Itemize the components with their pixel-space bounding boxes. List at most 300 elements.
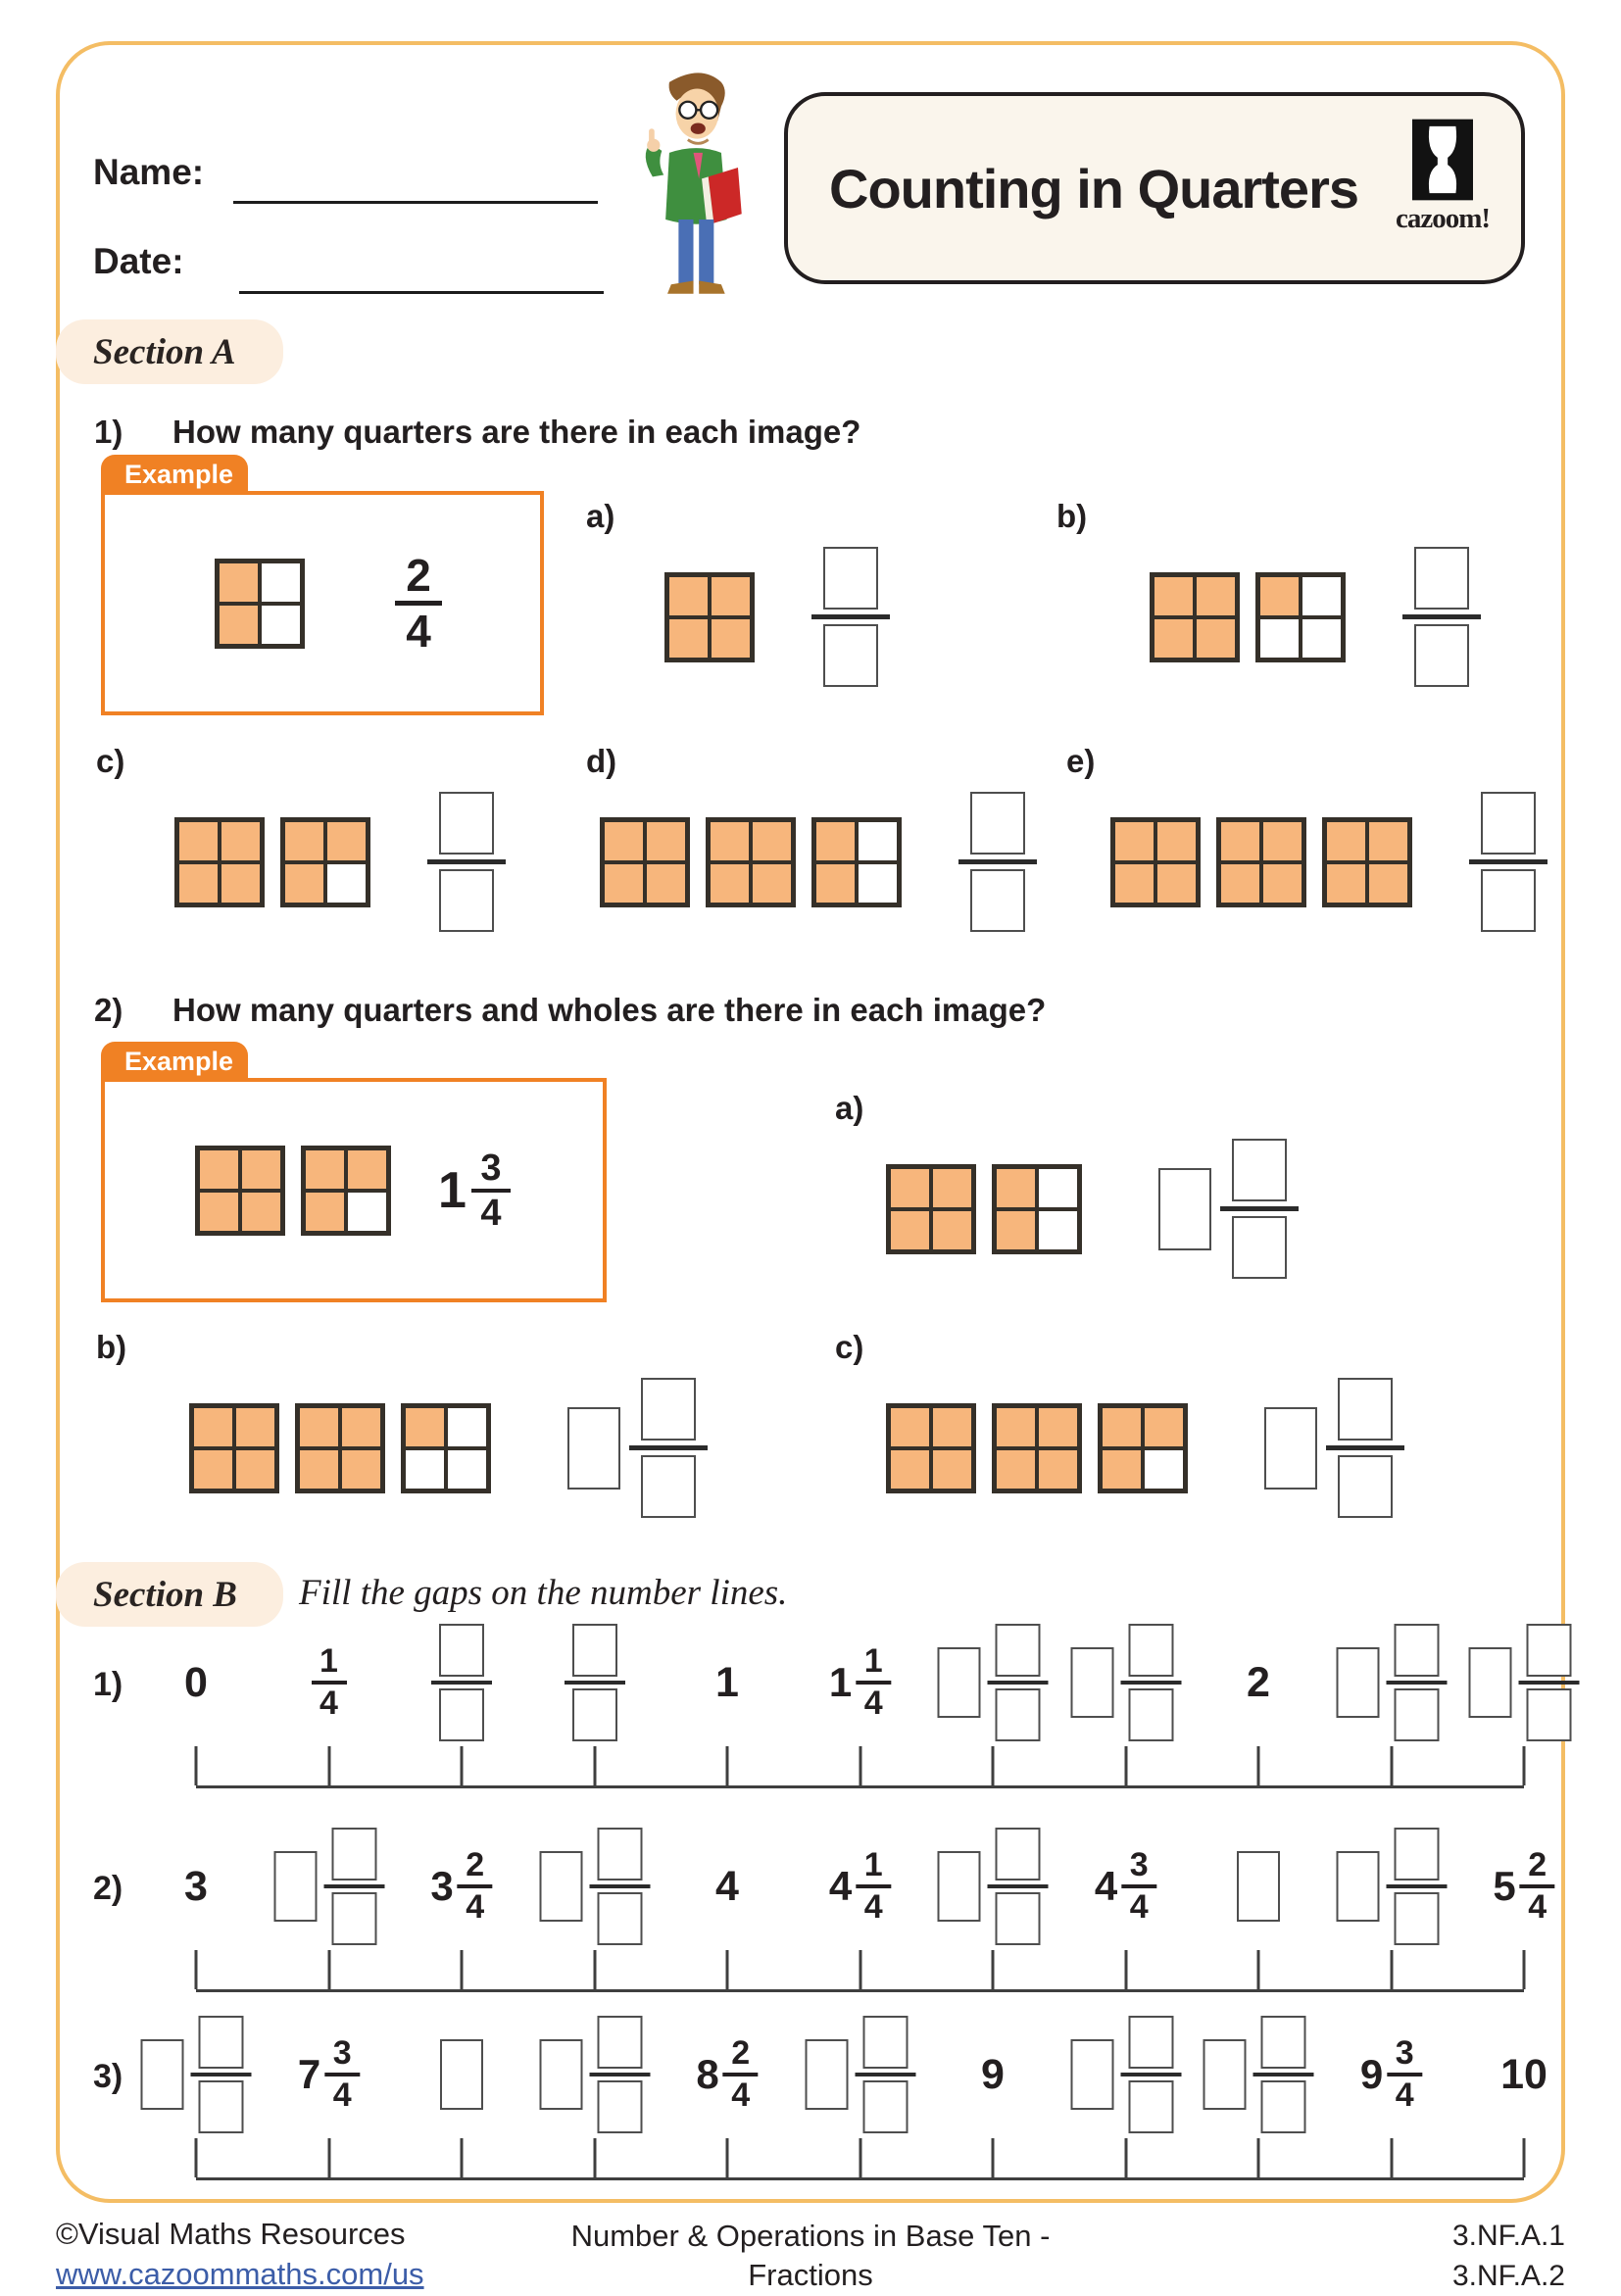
shaded-quarter-cell [1101,1448,1143,1490]
fraction-bar [1326,1445,1404,1450]
numerator-answer-box[interactable] [439,792,494,855]
shaded-quarter-cell [751,820,793,862]
blank-fraction [1220,1139,1299,1279]
name-field[interactable] [233,201,598,204]
quarter-images [189,1403,491,1493]
fraction-numerator: 3 [1130,1848,1149,1882]
numerator-answer-box[interactable] [1414,547,1469,610]
question-2 [94,992,1046,1029]
fraction-value [856,1644,891,1720]
shaded-quarter-cell [340,1406,382,1448]
tick-mark [859,1746,861,1785]
shaded-quarter-cell [1153,617,1195,659]
denominator-answer-box[interactable] [439,1688,484,1741]
numerator-answer-box[interactable] [572,1624,617,1677]
denominator-answer-box[interactable] [996,1892,1041,1945]
numerator-answer-box[interactable] [1394,1828,1439,1881]
whole-answer-box[interactable] [1469,1647,1512,1718]
fraction-numerator: 2 [1528,1848,1547,1882]
fraction-numerator: 2 [731,2036,750,2071]
shaded-quarter-cell [709,862,751,904]
blank-mixed-number [1264,1378,1404,1518]
numerator-answer-box[interactable] [641,1378,696,1441]
shaded-quarter-cell [667,617,710,659]
numberline-label [565,1619,625,1746]
numerator-answer-box[interactable] [1232,1139,1287,1201]
whole-number: 4 [1095,1863,1117,1910]
shaded-quarter-cell [814,862,857,904]
cazoom-logo [1386,118,1499,235]
date-field[interactable] [239,291,604,294]
fraction-value [1520,1848,1555,1924]
whole-answer-box[interactable] [539,1851,582,1922]
number-line-axis [196,1950,1524,1992]
shaded-quarter-cell [404,1406,446,1448]
part-label: c) [835,1329,1404,1366]
numberline-label [298,2011,360,2138]
shaded-quarter-cell [177,862,220,904]
denominator-answer-box[interactable] [597,1892,642,1945]
blank-fraction [629,1378,708,1518]
numerator-answer-box[interactable] [970,792,1025,855]
tick-mark [1124,1746,1127,1785]
tick-mark [1124,2138,1127,2177]
shaded-quarter-cell [325,820,368,862]
numberline-label [1360,2011,1422,2138]
quarter-grid [189,1403,279,1493]
denominator-answer-box[interactable] [572,1688,617,1741]
fraction-numerator: 3 [480,1149,501,1187]
numerator-answer-box[interactable] [1128,1624,1173,1677]
tick-mark [327,2138,330,2177]
shaded-quarter-cell [814,820,857,862]
numberline-label [431,1619,492,1746]
fraction-bar [958,859,1037,864]
fraction-bar [1386,1681,1447,1685]
tick-mark [1390,2138,1393,2177]
shaded-quarter-cell [346,1148,388,1191]
shaded-quarter-cell [1367,862,1409,904]
shaded-quarter-cell [1155,820,1198,862]
numerator-answer-box[interactable] [331,1828,376,1881]
blank-fraction [427,792,506,932]
shaded-quarter-cell [234,1406,276,1448]
numerator-answer-box[interactable] [597,2016,642,2069]
denominator-answer-box[interactable] [597,2080,642,2133]
blank-fraction [1253,2016,1314,2133]
shaded-quarter-cell [283,862,325,904]
denominator-answer-box[interactable] [996,1688,1041,1741]
mixed-number [696,2036,758,2112]
shaded-quarter-cell [1037,1448,1079,1490]
blank-fraction [323,1828,384,1945]
denominator-answer-box[interactable] [331,1892,376,1945]
shaded-quarter-cell [710,617,752,659]
numberline-label [829,1823,891,1950]
blank-fraction [565,1624,625,1741]
example-quarter-images [195,1146,391,1236]
numberline-label [981,2011,1005,2138]
numerator-answer-box[interactable] [439,1624,484,1677]
whole-answer-box[interactable] [440,2039,483,2110]
fraction-numerator: 1 [864,1848,883,1882]
empty-quarter-cell [446,1406,488,1448]
numberline-label [938,1619,1049,1746]
shaded-quarter-cell [931,1406,973,1448]
example-answer [438,1149,511,1232]
q1-part-e [1066,743,1547,932]
whole-number: 8 [696,2051,718,2098]
fraction-denominator: 4 [319,1686,338,1721]
numberline-label [430,1823,492,1950]
number-line-3-label: 3) [93,2058,123,2096]
whole-answer-box[interactable] [273,1851,317,1922]
denominator-answer-box[interactable] [862,2080,908,2133]
denominator-answer-box[interactable] [1338,1455,1393,1518]
denominator-answer-box[interactable] [1394,1892,1439,1945]
denominator-answer-box[interactable] [1128,2080,1173,2133]
quarter-grid [886,1403,976,1493]
numberline-label [1070,2011,1181,2138]
shaded-quarter-cell [667,575,710,617]
part-label: b) [1056,498,1481,535]
fraction-bar [431,1681,492,1685]
tick-mark [195,1950,198,1989]
tick-mark [726,2138,729,2177]
quarter-grid [280,817,370,907]
q1-part-d [586,743,1037,932]
whole-answer-box[interactable] [1264,1407,1317,1490]
numerator-answer-box[interactable] [1128,2016,1173,2069]
quarter-grid [1255,572,1346,662]
numerator-answer-box[interactable] [862,2016,908,2069]
fraction-denominator: 4 [480,1195,501,1232]
denominator-answer-box[interactable] [439,869,494,932]
fraction-numerator: 1 [864,1644,883,1679]
fraction-bar [811,614,890,619]
fraction-bar [191,2073,252,2076]
quarter-grid [1110,817,1201,907]
empty-quarter-cell [446,1448,488,1490]
whole-answer-box[interactable] [938,1851,981,1922]
tick-mark [195,2138,198,2177]
fraction-numerator: 2 [466,1848,484,1882]
fraction-bar [1253,2073,1314,2076]
tick-mark [1257,2138,1260,2177]
blank-mixed-number [805,2016,915,2133]
page-title: Counting in Quarters [829,157,1358,220]
section-b-instruction: Fill the gaps on the number lines. [299,1572,787,1614]
denominator-answer-box[interactable] [1481,869,1536,932]
numberline-label [1247,1619,1270,1746]
fraction-denominator: 4 [1396,2078,1414,2113]
tick-mark [195,1746,198,1785]
answer-blank [1402,547,1481,687]
quarter-images [174,817,370,907]
whole-answer-box[interactable] [938,1647,981,1718]
numberline-label [829,1619,891,1746]
denominator-answer-box[interactable] [1414,624,1469,687]
numberline-label [141,2011,252,2138]
numberline-label [1237,1823,1280,1950]
footer-center [320,2217,1301,2296]
numerator-answer-box[interactable] [1481,792,1536,855]
numberline-label [696,2011,758,2138]
quarter-grid [1098,1403,1188,1493]
section-b-label: Section B [93,1574,237,1616]
question-1-number: 1) [94,414,172,451]
title-box [784,92,1525,284]
number-line-area [196,1619,1524,1788]
shaded-quarter-cell [645,820,687,862]
tick-mark [461,1950,464,1989]
quarter-grid [1150,572,1240,662]
fraction-bar [565,1681,625,1685]
numerator-answer-box[interactable] [996,1624,1041,1677]
whole-answer-box[interactable] [1070,2039,1113,2110]
numberline-label [1336,1619,1447,1746]
blank-fraction [1120,2016,1181,2133]
numerator-answer-box[interactable] [199,2016,244,2069]
blank-fraction [958,792,1037,932]
numberline-label [1070,1619,1181,1746]
section-a-pill [56,319,283,384]
mixed-number [298,2036,360,2112]
numberline-label [440,2011,483,2138]
shaded-quarter-cell [1195,617,1237,659]
tick-mark [1257,1746,1260,1785]
numberline-label [184,1619,208,1746]
denominator-answer-box[interactable] [1128,1688,1173,1741]
part-label: d) [586,743,1037,780]
blank-fraction [1469,792,1547,932]
blank-fraction [1402,547,1481,687]
numerator-answer-box[interactable] [1527,1624,1572,1677]
empty-quarter-cell [857,862,899,904]
blank-fraction [191,2016,252,2133]
shaded-quarter-cell [1155,862,1198,904]
tick-mark [726,1950,729,1989]
fraction-numerator: 2 [406,553,431,598]
tick-mark [992,1950,995,1989]
example-box-q1 [101,491,544,715]
shaded-quarter-cell [889,1406,931,1448]
shaded-quarter-cell [1219,862,1261,904]
fraction-bar [629,1445,708,1450]
numberline-label [1469,1619,1580,1746]
quarter-images [664,572,755,662]
tick-mark [992,2138,995,2177]
fraction-value [856,1848,891,1924]
answer-blank [1264,1378,1404,1518]
tick-mark [859,1950,861,1989]
question-1 [94,414,860,451]
empty-quarter-cell [346,1191,388,1233]
q2-part-b [96,1329,708,1518]
footer-right [1452,2217,1565,2296]
shaded-quarter-cell [1037,1406,1079,1448]
tick-mark [593,1746,596,1785]
shaded-quarter-cell [304,1148,346,1191]
shaded-quarter-cell [198,1191,240,1233]
number-label: 10 [1500,2051,1547,2099]
whole-answer-box[interactable] [539,2039,582,2110]
empty-quarter-cell [1037,1209,1079,1251]
whole-number: 1 [829,1659,852,1706]
fraction-value [723,2036,759,2112]
whole-answer-box[interactable] [141,2039,184,2110]
whole-answer-box[interactable] [805,2039,848,2110]
number-line-axis [196,1746,1524,1788]
empty-quarter-cell [1143,1448,1185,1490]
fraction-denominator: 4 [864,1890,883,1925]
numerator-answer-box[interactable] [1394,1624,1439,1677]
blank-mixed-number [141,2016,252,2133]
numberline-label [1493,1823,1554,1950]
shaded-quarter-cell [1325,862,1367,904]
whole-answer-box[interactable] [1336,1851,1379,1922]
fraction-denominator: 4 [1528,1890,1547,1925]
quarter-images [600,817,902,907]
numberline-label [184,1823,208,1950]
tick-mark [461,2138,464,2177]
denominator-answer-box[interactable] [823,624,878,687]
shaded-quarter-cell [995,1209,1037,1251]
shaded-quarter-cell [931,1167,973,1209]
fraction-value [395,553,442,654]
tick-mark [327,1746,330,1785]
fraction-bar [855,2073,915,2076]
denominator-answer-box[interactable] [1394,1688,1439,1741]
blank-mixed-number [1070,2016,1181,2133]
mixed-number [430,1848,492,1924]
blank-fraction [1120,1624,1181,1741]
number-label: 1 [715,1659,739,1707]
part-label: e) [1066,743,1547,780]
answer-blank [427,792,506,932]
part-label: a) [586,498,890,535]
fraction-bar [988,1681,1049,1685]
date-label: Date: [93,241,184,282]
tick-mark [461,1746,464,1785]
shaded-quarter-cell [283,820,325,862]
shaded-quarter-cell [603,820,645,862]
standard-code-1: 3.NF.A.1 [1452,2217,1565,2257]
number-line-labels [196,1619,1524,1746]
blank-fraction [988,1828,1049,1945]
shaded-quarter-cell [1261,862,1303,904]
website-link[interactable]: www.cazoommaths.com/us [56,2257,424,2292]
numberline-label [715,1823,739,1950]
q1-part-c [96,743,506,932]
shaded-quarter-cell [1195,575,1237,617]
whole-answer-box[interactable] [1158,1168,1211,1250]
shaded-quarter-cell [1101,1406,1143,1448]
quarter-grid [174,817,265,907]
quarter-grid [992,1164,1082,1254]
whole-number: 9 [1360,2051,1383,2098]
denominator-answer-box[interactable] [1232,1216,1287,1279]
shaded-quarter-cell [298,1448,340,1490]
whole-answer-box[interactable] [1203,2039,1247,2110]
fraction-value [324,2036,360,2112]
shaded-quarter-cell [218,562,260,604]
q1-part-a [586,498,890,687]
copyright-text: ©Visual Maths Resources [56,2217,424,2252]
denominator-answer-box[interactable] [1527,1688,1572,1741]
mixed-number [829,1848,891,1924]
shaded-quarter-cell [1113,862,1155,904]
quarter-grid [1322,817,1412,907]
quarter-grid [401,1403,491,1493]
fraction-value [1387,2036,1422,2112]
numerator-answer-box[interactable] [1338,1378,1393,1441]
number-line-axis [196,2138,1524,2180]
empty-quarter-cell [1037,1167,1079,1209]
numerator-answer-box[interactable] [1261,2016,1306,2069]
fraction-numerator: 1 [319,1644,338,1679]
shaded-quarter-cell [1325,820,1367,862]
example-answer [395,553,442,654]
denominator-answer-box[interactable] [199,2080,244,2133]
fraction-denominator: 4 [864,1686,883,1721]
empty-quarter-cell [1301,575,1343,617]
numberline-label [273,1823,384,1950]
whole-answer-box[interactable] [567,1407,620,1490]
numerator-answer-box[interactable] [996,1828,1041,1881]
blank-mixed-number [1469,1624,1580,1741]
footer-topic-line2: Fractions [320,2256,1301,2295]
whole-answer-box[interactable] [1070,1647,1113,1718]
shaded-quarter-cell [240,1191,282,1233]
numberline-label [805,2011,915,2138]
answer-blank [958,792,1037,932]
number-label: 4 [715,1863,739,1911]
mixed-number [1360,2036,1422,2112]
denominator-answer-box[interactable] [641,1455,696,1518]
numberline-label [539,2011,650,2138]
number-line-2-label: 2) [93,1870,123,1908]
denominator-answer-box[interactable] [970,869,1025,932]
numberline-label [1336,1823,1447,1950]
blank-mixed-number [1203,2016,1314,2133]
blank-mixed-number [1158,1139,1299,1279]
part-label: c) [96,743,506,780]
blank-mixed-number [1336,1624,1447,1741]
fraction-value [471,1149,511,1232]
numberline-label [1095,1823,1156,1950]
whole-answer-box[interactable] [1336,1647,1379,1718]
quarter-grid [706,817,796,907]
numberline-label [715,1619,739,1746]
fraction-denominator: 4 [406,609,431,654]
numerator-answer-box[interactable] [823,547,878,610]
whole-answer-box[interactable] [1237,1851,1280,1922]
quarter-images [1150,572,1346,662]
empty-quarter-cell [857,820,899,862]
mixed-number [1493,1848,1554,1924]
denominator-answer-box[interactable] [1261,2080,1306,2133]
shaded-quarter-cell [889,1167,931,1209]
numerator-answer-box[interactable] [597,1828,642,1881]
fraction-bar [1469,859,1547,864]
quarter-grid [992,1403,1082,1493]
shaded-quarter-cell [1367,820,1409,862]
shaded-quarter-cell [1143,1406,1185,1448]
tick-mark [859,2138,861,2177]
shaded-quarter-cell [234,1448,276,1490]
blank-mixed-number [539,2016,650,2133]
